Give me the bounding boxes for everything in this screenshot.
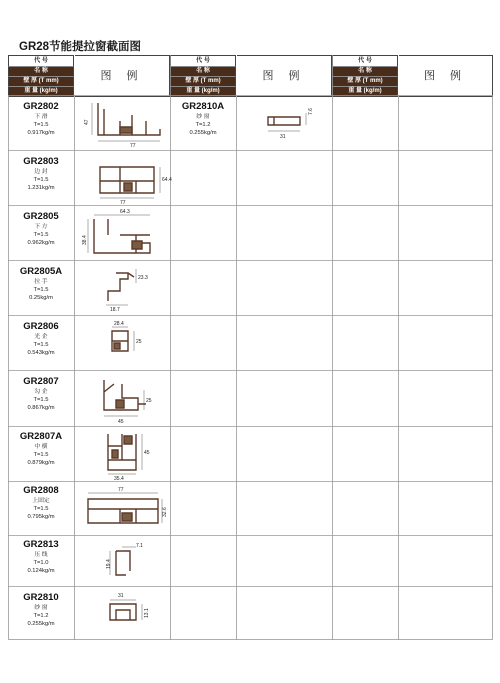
- code-label: 代 号: [170, 55, 236, 66]
- profile-drawing-gr2808: [80, 481, 168, 535]
- figure-label: 图 例: [399, 55, 493, 97]
- dim-label: 25: [136, 339, 142, 345]
- item-name: 压 线: [34, 552, 48, 558]
- item-thickness: T=1.5: [33, 397, 49, 403]
- item-name: 光 企: [34, 334, 48, 340]
- dim-label: 23.3: [138, 275, 148, 281]
- item-thickness: T=1.0: [33, 560, 49, 566]
- item-details: [8, 388, 74, 412]
- item-weight: 0.255kg/m: [189, 130, 217, 136]
- item-code: GR2808: [23, 485, 59, 496]
- page-title: GR28节能提拉窗截面图: [19, 41, 142, 53]
- dim-label: 25: [146, 398, 152, 404]
- name-label: 名 称: [332, 66, 398, 76]
- item-details: [8, 223, 74, 247]
- dim-label: 7.6: [308, 108, 314, 115]
- dim-label: 77: [120, 200, 126, 206]
- item-details: [8, 551, 74, 575]
- item-details: [8, 497, 74, 521]
- item-name: 中 横: [34, 444, 48, 450]
- item-name: 上固定: [32, 498, 50, 504]
- item-name: 勾 企: [34, 389, 48, 395]
- item-details: [8, 113, 74, 137]
- item-thickness: T=1.2: [33, 613, 49, 619]
- dim-label: 18.7: [110, 307, 120, 313]
- dim-label: 31: [118, 593, 124, 599]
- item-name: 纱 窗: [34, 605, 48, 611]
- profile-drawing-gr2802: [80, 99, 168, 149]
- item-weight: 0.879kg/m: [27, 460, 55, 466]
- item-details: [8, 168, 74, 192]
- item-thickness: T=1.5: [33, 506, 49, 512]
- item-weight: 0.867kg/m: [27, 405, 55, 411]
- item-weight: 0.25kg/m: [29, 295, 53, 301]
- item-details: [8, 604, 74, 628]
- item-weight: 0.255kg/m: [27, 621, 55, 627]
- dim-label: 64.4: [162, 177, 172, 183]
- item-details: [170, 113, 236, 137]
- dim-label: 77: [118, 487, 124, 493]
- profile-drawing-gr2813: [80, 535, 168, 587]
- dim-label: 32.6: [162, 507, 168, 517]
- item-name: 下 滑: [34, 114, 48, 120]
- item-code: GR2805A: [19, 266, 63, 277]
- profile-drawing-gr2803: [80, 153, 172, 206]
- weight-label: 重 量 (kg/m): [170, 86, 236, 97]
- dim-label: 45: [118, 419, 124, 425]
- profile-drawing-gr2805a: [80, 261, 168, 315]
- dim-label: 45: [144, 450, 150, 456]
- item-details: [8, 278, 74, 302]
- weight-label: 重 量 (kg/m): [332, 86, 398, 97]
- code-label: 代 号: [8, 55, 74, 66]
- item-weight: 0.795kg/m: [27, 514, 55, 520]
- item-name: 边 封: [34, 169, 48, 175]
- item-name: 下 方: [34, 224, 48, 230]
- profile-table: [8, 55, 493, 640]
- name-label: 名 称: [8, 66, 74, 76]
- dim-label: 7.1: [136, 543, 143, 549]
- item-weight: 1.231kg/m: [27, 185, 55, 191]
- figure-label: 图 例: [237, 55, 332, 97]
- item-code: GR2803: [23, 156, 59, 167]
- item-thickness: T=1.5: [33, 342, 49, 348]
- profile-drawing-gr2807: [80, 370, 168, 426]
- weight-label: 重 量 (kg/m): [8, 86, 74, 97]
- dim-label: 31: [280, 134, 286, 140]
- thickness-label: 壁 厚 (T mm): [8, 76, 74, 86]
- name-label: 名 称: [170, 66, 236, 76]
- item-name: 纱 窗: [196, 114, 210, 120]
- dim-label: 28.4: [114, 321, 124, 327]
- code-label: 代 号: [332, 55, 398, 66]
- dim-label: 77: [130, 143, 136, 149]
- item-thickness: T=1.2: [195, 122, 211, 128]
- profile-drawing-gr2805: [80, 205, 168, 259]
- item-details: [8, 333, 74, 357]
- profile-drawing-gr2807a: [80, 426, 168, 481]
- dim-label: 35.4: [114, 476, 124, 482]
- item-weight: 0.543kg/m: [27, 350, 55, 356]
- item-thickness: T=1.5: [33, 452, 49, 458]
- item-details: [8, 443, 74, 467]
- item-name: 拉 手: [34, 279, 48, 285]
- item-thickness: T=1.5: [33, 122, 49, 128]
- profile-drawing-gr2806: [80, 315, 168, 369]
- dim-label: 19.4: [106, 559, 112, 569]
- item-code: GR2807: [23, 376, 59, 387]
- thickness-label: 壁 厚 (T mm): [332, 76, 398, 86]
- figure-label: 图 例: [75, 55, 170, 97]
- item-code: GR2813: [23, 539, 59, 550]
- item-code: GR2807A: [19, 431, 63, 442]
- thickness-label: 壁 厚 (T mm): [170, 76, 236, 86]
- item-code: GR2802: [23, 101, 59, 112]
- item-code: GR2806: [23, 321, 59, 332]
- item-weight: 0.124kg/m: [27, 568, 55, 574]
- dim-label: 13.1: [144, 608, 150, 618]
- item-code: GR2805: [23, 211, 59, 222]
- dim-label: 64.3: [120, 209, 130, 215]
- item-weight: 0.917kg/m: [27, 130, 55, 136]
- item-code: GR2810A: [181, 101, 225, 112]
- item-code: GR2810: [23, 592, 59, 603]
- item-weight: 0.962kg/m: [27, 240, 55, 246]
- dim-label: 47: [84, 119, 90, 125]
- profile-drawing-gr2810: [80, 586, 168, 638]
- item-thickness: T=1.5: [33, 232, 49, 238]
- dim-label: 38.4: [82, 235, 88, 245]
- item-thickness: T=1.5: [33, 177, 49, 183]
- item-thickness: T=1.5: [33, 287, 49, 293]
- profile-drawing-gr2810a: [242, 99, 330, 149]
